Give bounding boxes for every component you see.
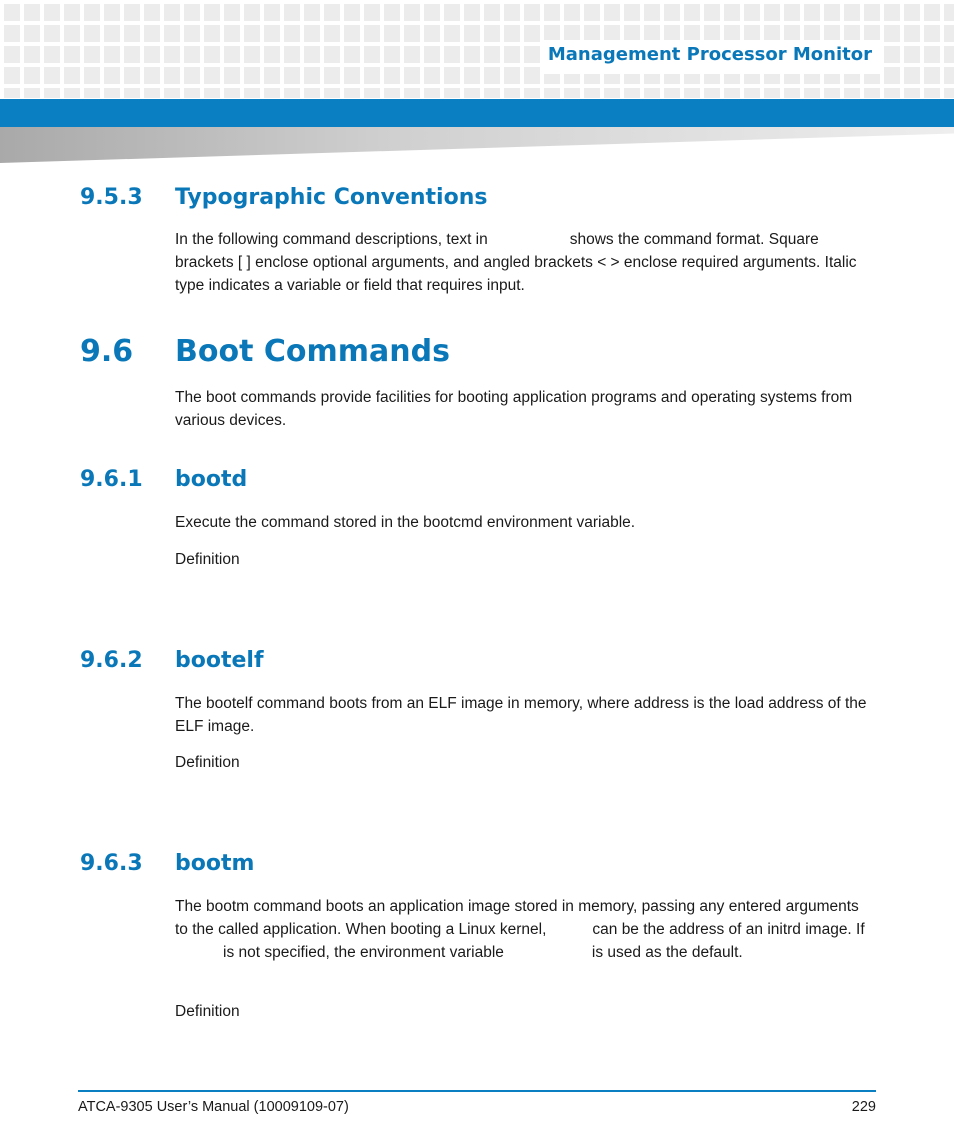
footer-manual-title: ATCA-9305 User’s Manual (10009109-07): [78, 1099, 349, 1115]
header-gray-swoosh: [0, 127, 954, 163]
section-number: 9.6.1: [80, 467, 143, 492]
section-title: Boot Commands: [175, 334, 450, 369]
bootd-paragraph: Execute the command stored in the bootcmd environment variable.: [175, 514, 636, 531]
running-header-title: Management Processor Monitor: [547, 44, 872, 65]
bootm-definition-label: Definition: [175, 1003, 240, 1020]
typographic-text-a: In the following command descriptions, text in: [175, 231, 488, 248]
typographic-paragraph: [175, 228, 875, 297]
bootm-text-a: The bootm command boots an application image stored in memory, passing any entered arguments to the called application. When booting a Linux kernel,: [175, 898, 859, 938]
section-title: bootelf: [175, 648, 264, 673]
section-number: 9.5.3: [80, 185, 143, 210]
bootm-paragraph: [175, 895, 865, 964]
section-title: bootm: [175, 851, 255, 876]
bootd-definition-label: Definition: [175, 551, 240, 568]
bootelf-definition-label: Definition: [175, 754, 240, 771]
footer-page-number: 229: [851, 1099, 876, 1115]
boot-commands-paragraph: The boot commands provide facilities for booting application programs and operating systems from various devices.: [175, 389, 853, 429]
bootelf-paragraph: The bootelf command boots from an ELF image in memory, where address is the load address of the ELF image.: [175, 695, 867, 735]
bootm-text-d: is used as the default.: [591, 944, 743, 961]
footer-rule: [78, 1090, 876, 1092]
section-title: Typographic Conventions: [175, 185, 488, 210]
typographic-text-b: shows the command format. Square brackets [ ] enclose optional arguments, and angled brackets < > enclose required arguments. Italic type indicates a variable or field that requires input.: [175, 231, 857, 294]
section-title: bootd: [175, 467, 248, 492]
section-number: 9.6.3: [80, 851, 143, 876]
bootm-text-b: can be the address of an initrd image. If: [592, 921, 865, 938]
header-blue-bar: [0, 99, 954, 127]
bootm-text-c: is not specified, the environment variable: [223, 944, 504, 961]
section-number: 9.6: [80, 334, 134, 369]
section-number: 9.6.2: [80, 648, 143, 673]
